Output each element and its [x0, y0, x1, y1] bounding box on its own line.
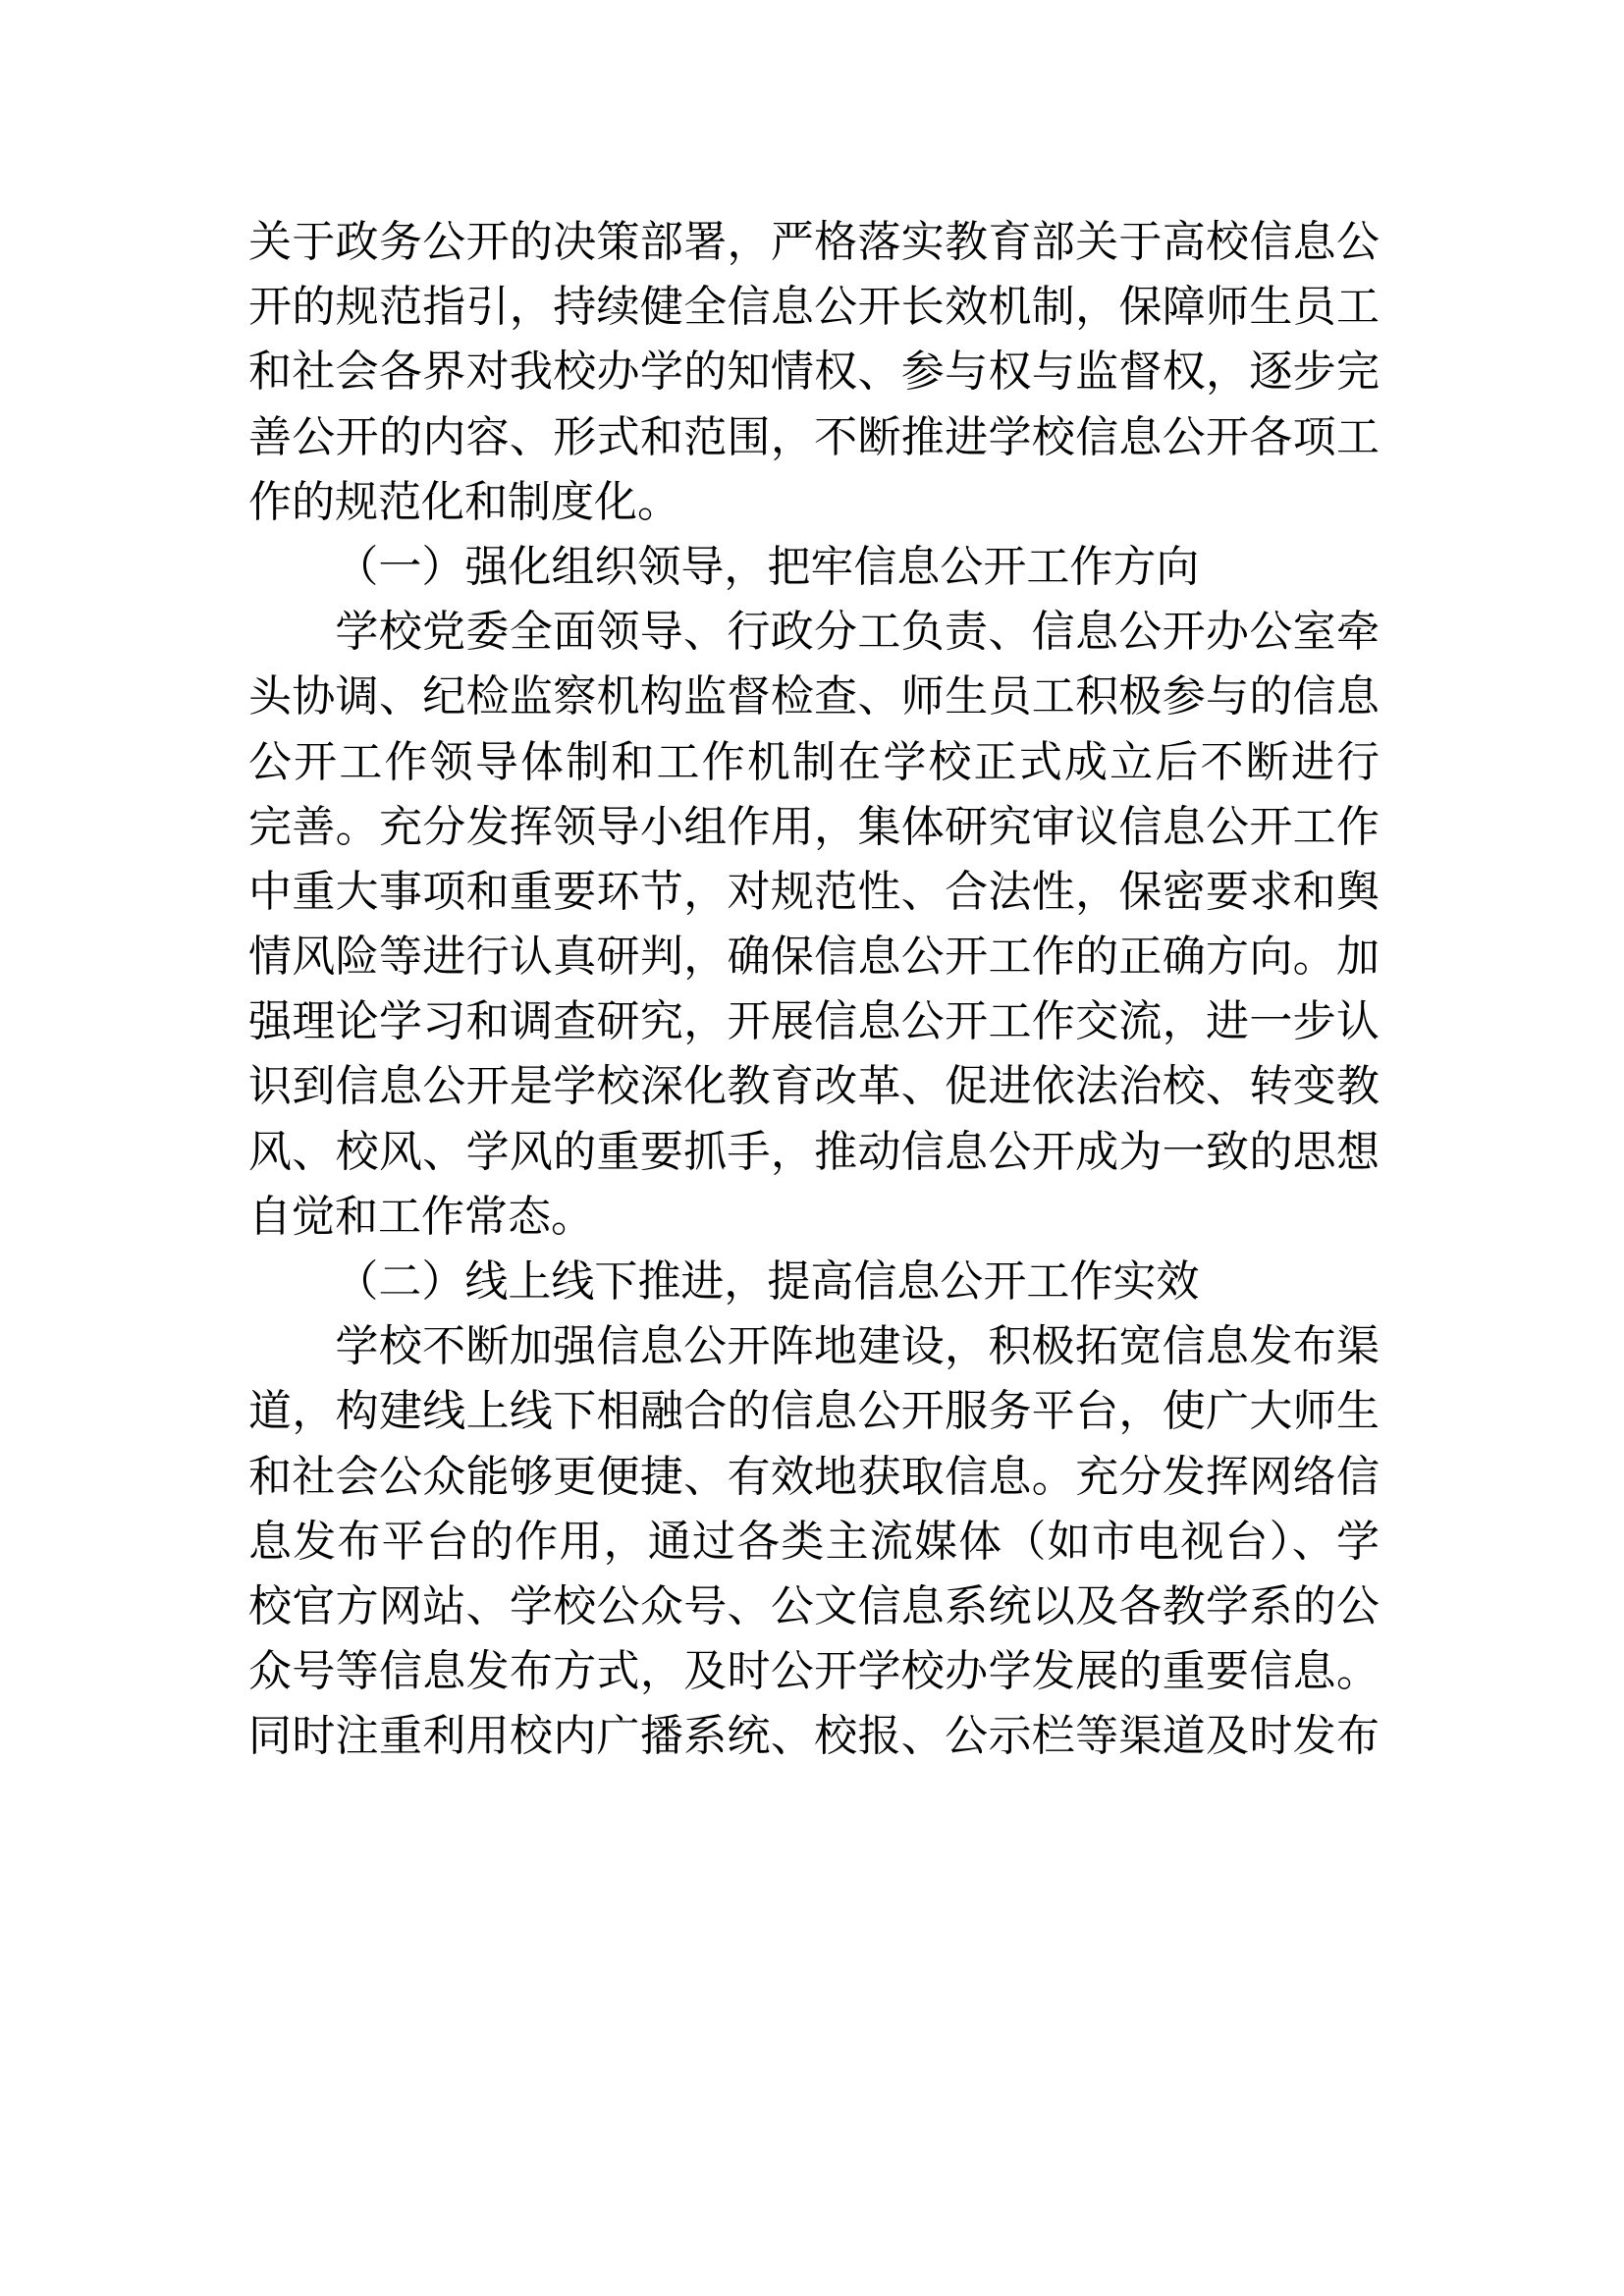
body-line: 校官方网站、学校公众号、公文信息系统以及各教学系的公	[248, 1580, 1380, 1631]
document-body	[248, 210, 1380, 1770]
body-line: 中重大事项和重要环节，对规范性、合法性，保密要求和舆	[248, 866, 1380, 917]
body-line: 公开工作领导体制和工作机制在学校正式成立后不断进行	[248, 736, 1380, 787]
body-line: 和社会公众能够更便捷、有效地获取信息。充分发挥网络信	[248, 1451, 1380, 1502]
body-line: 情风险等进行认真研判，确保信息公开工作的正确方向。加	[248, 932, 1380, 983]
body-line: 众号等信息发布方式，及时公开学校办学发展的重要信息。	[248, 1646, 1380, 1697]
body-line: 识到信息公开是学校深化教育改革、促进依法治校、转变教	[248, 1061, 1380, 1112]
section-heading-2: （二）线上线下推进，提高信息公开工作实效	[335, 1256, 1200, 1307]
body-line: 头协调、纪检监察机构监督检查、师生员工积极参与的信息	[248, 671, 1380, 722]
section-heading-1: （一）强化组织领导，把牢信息公开工作方向	[335, 541, 1200, 592]
body-line: 开的规范指引，持续健全信息公开长效机制，保障师生员工	[248, 282, 1380, 333]
body-line: 息发布平台的作用，通过各类主流媒体（如市电视台）、学	[248, 1516, 1380, 1567]
body-line: 强理论学习和调查研究，开展信息公开工作交流，进一步认	[248, 996, 1380, 1047]
body-line: 和社会各界对我校办学的知情权、参与权与监督权，逐步完	[248, 347, 1380, 398]
body-line: 作的规范化和制度化。	[248, 476, 680, 527]
body-line: 风、校风、学风的重要抓手，推动信息公开成为一致的思想	[248, 1126, 1380, 1177]
body-line: 道，构建线上线下相融合的信息公开服务平台，使广大师生	[248, 1386, 1380, 1437]
body-line: 同时注重利用校内广播系统、校报、公示栏等渠道及时发布	[248, 1711, 1380, 1762]
body-line: 学校不断加强信息公开阵地建设，积极拓宽信息发布渠	[335, 1321, 1380, 1372]
body-line: 学校党委全面领导、行政分工负责、信息公开办公室牵	[335, 607, 1380, 658]
body-line: 完善。充分发挥领导小组作用，集体研究审议信息公开工作	[248, 801, 1380, 852]
body-line: 善公开的内容、形式和范围，不断推进学校信息公开各项工	[248, 411, 1380, 462]
body-line: 关于政务公开的决策部署，严格落实教育部关于高校信息公	[248, 217, 1380, 267]
body-line: 自觉和工作常态。	[248, 1191, 594, 1242]
